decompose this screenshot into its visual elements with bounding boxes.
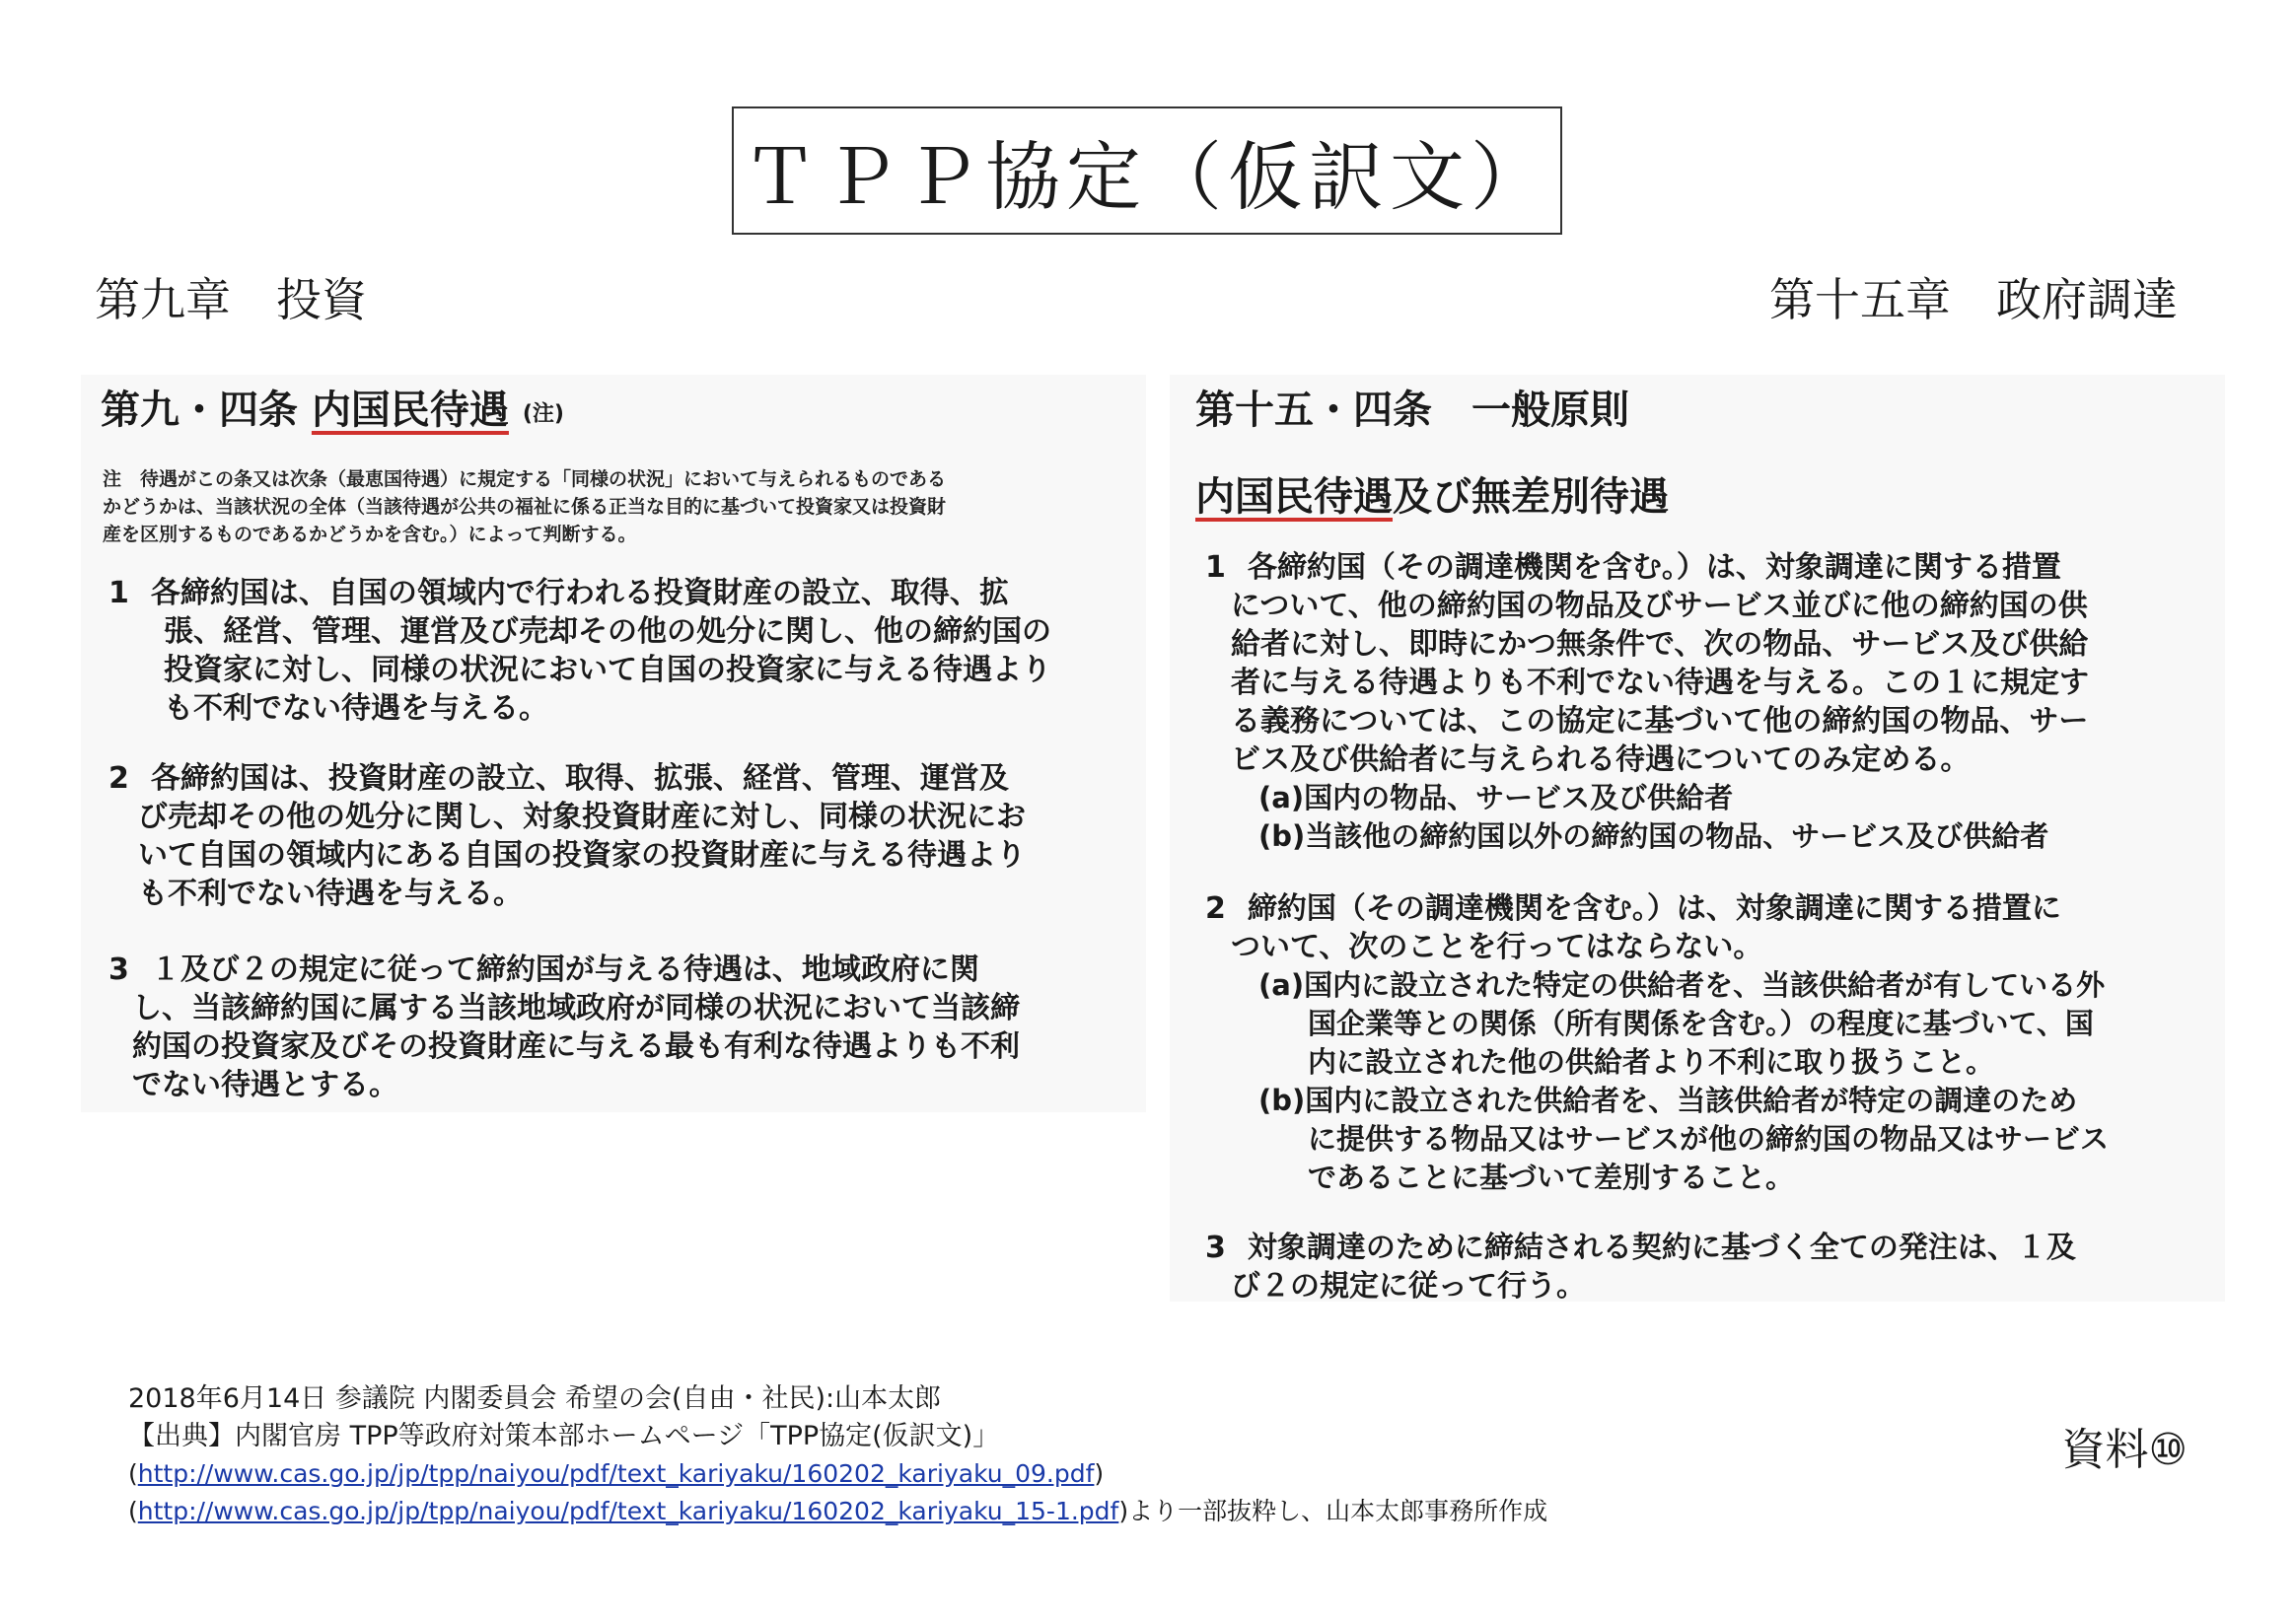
- note-line: かどうかは、当該状況の全体（当該待遇が公共の福祉に係る正当な目的に基づいて投資家又は投資財: [103, 496, 947, 518]
- paragraph-1: [108, 574, 1051, 728]
- source-footer: [128, 1380, 1547, 1530]
- paragraph-text: 各締約国は、投資財産の設立、取得、拡張、経営、管理、運営及: [150, 761, 1009, 796]
- paragraph-text: も不利でない待遇を与える。: [164, 691, 548, 726]
- article-subtitle: [1195, 465, 1669, 522]
- paragraph-2: [108, 759, 1026, 913]
- paragraph-text: し、当該締約国に属する当該地域政府が同様の状況において当該締: [132, 991, 1020, 1025]
- paragraph-number: 3: [1205, 1231, 1226, 1265]
- national-treatment-highlight: 内国民待遇: [1195, 474, 1393, 520]
- paren-close: ): [1118, 1497, 1129, 1525]
- article-title-prefix: 第九・四条: [101, 388, 312, 433]
- paragraph-3: [108, 951, 1020, 1104]
- list-item: (b)国内に設立された供給者を、当該供給者が特定の調達のため: [1258, 1084, 2078, 1117]
- paren-open: (: [128, 1459, 138, 1488]
- footer-url-line-1: [128, 1455, 1547, 1493]
- paragraph-text: 給者に対し、即時にかつ無条件で、次の物品、サービス及び供給: [1231, 627, 2089, 662]
- note-mark: (注): [522, 401, 564, 427]
- paragraph-text: び売却その他の処分に関し、対象投資財産に対し、同様の状況にお: [138, 800, 1026, 834]
- paragraph-1: [1205, 548, 2089, 856]
- paragraph-text: １及び２の規定に従って締約国が与える待遇は、地域政府に関: [150, 953, 979, 987]
- subtitle-rest: 及び無差別待遇: [1393, 474, 1669, 520]
- national-treatment-highlight: 内国民待遇: [311, 388, 509, 433]
- paragraph-text: ビス及び供給者に与えられる待遇についてのみ定める。: [1231, 742, 1971, 777]
- paragraph-text: び２の規定に従って行う。: [1231, 1269, 1586, 1304]
- paragraph-text: 投資家に対し、同様の状況において自国の投資家に与える待遇より: [164, 653, 1051, 687]
- paragraph-number: 1: [1205, 550, 1226, 585]
- paragraph-text: でない待遇とする。: [132, 1068, 398, 1102]
- paragraph-number: 2: [108, 761, 129, 796]
- paragraph-text: について、他の締約国の物品及びサービス並びに他の締約国の供: [1231, 589, 2088, 623]
- paragraph-text: 各締約国（その調達機関を含む。）は、対象調達に関する措置: [1247, 550, 2061, 585]
- investment-article-panel: [81, 375, 1146, 1112]
- footer-date-line: 2018年6月14日 参議院 内閣委員会 希望の会(自由・社民):山本太郎: [128, 1383, 942, 1414]
- source-link-chapter-9[interactable]: http://www.cas.go.jp/jp/tpp/naiyou/pdf/text_kariyaku/160202_kariyaku_09.pdf: [137, 1459, 1095, 1488]
- paragraph-text: る義務については、この協定に基づいて他の締約国の物品、サー: [1231, 704, 2089, 739]
- note-line: 産を区別するものであるかどうかを含む。）によって判断する。: [103, 524, 637, 545]
- material-label: 資料⑩: [2061, 1425, 2188, 1475]
- paragraph-text: も不利でない待遇を与える。: [138, 877, 523, 911]
- chapter-heading-investment: 第九章 投資: [95, 273, 367, 326]
- paragraph-text: 対象調達のために締結される契約に基づく全ての発注は、１及: [1247, 1231, 2076, 1265]
- paragraph-text: いて自国の領域内にある自国の投資家の投資財産に与える待遇より: [138, 838, 1026, 873]
- list-item-text: 国企業等との関係（所有関係を含む。）の程度に基づいて、国: [1308, 1007, 2094, 1040]
- paren-open: (: [128, 1497, 138, 1525]
- footer-url-line-2: [128, 1493, 1547, 1530]
- paragraph-text: 締約国（その調達機関を含む。）は、対象調達に関する措置に: [1247, 891, 2061, 926]
- page-title: ＴＰＰ協定（仮訳文）: [743, 132, 1551, 221]
- procurement-article-panel: [1170, 375, 2225, 1302]
- paragraph-number: 3: [108, 953, 129, 987]
- title-box: [732, 106, 1562, 235]
- paragraph-number: 1: [108, 576, 129, 610]
- list-item: (a)国内に設立された特定の供給者を、当該供給者が有している外: [1258, 968, 2106, 1002]
- footer-source-line: 【出典】内閣官房 TPP等政府対策本部ホームページ「TPP協定(仮訳文)」: [128, 1421, 1000, 1451]
- paragraph-text: 張、経営、管理、運営及び売却その他の処分に関し、他の締約国の: [164, 614, 1051, 649]
- list-item: (b)当該他の締約国以外の締約国の物品、サービス及び供給者: [1258, 819, 2049, 853]
- paragraph-2: [1205, 889, 2109, 1197]
- article-title-15-4: 第十五・四条 一般原則: [1195, 388, 1629, 433]
- paragraph-text: 各締約国は、自国の領域内で行われる投資財産の設立、取得、拡: [150, 576, 1009, 610]
- source-link-chapter-15[interactable]: http://www.cas.go.jp/jp/tpp/naiyou/pdf/text_kariyaku/160202_kariyaku_15-1.pdf: [137, 1497, 1119, 1525]
- list-item-text: に提供する物品又はサービスが他の締約国の物品又はサービス: [1308, 1122, 2110, 1156]
- paragraph-number: 2: [1205, 891, 1226, 926]
- footer-credit: より一部抜粋し、山本太郎事務所作成: [1128, 1497, 1548, 1525]
- chapter-heading-procurement: 第十五章 政府調達: [1769, 273, 2178, 326]
- paragraph-text: 者に与える待遇よりも不利でない待遇を与える。この１に規定す: [1231, 666, 2089, 700]
- article-note: [103, 465, 1128, 548]
- list-item: (a)国内の物品、サービス及び供給者: [1258, 781, 1734, 814]
- paragraph-text: 約国の投資家及びその投資財産に与える最も有利な待遇よりも不利: [132, 1029, 1020, 1064]
- paragraph-3: [1205, 1229, 2076, 1305]
- paragraph-text: ついて、次のことを行ってはならない。: [1231, 930, 1763, 964]
- note-line: 注 待遇がこの条又は次条（最恵国待遇）に規定する「同様の状況」において与えられるものである: [103, 468, 947, 490]
- article-title-9-4: [101, 379, 564, 435]
- list-item-text: であることに基づいて差別すること。: [1308, 1161, 1795, 1194]
- paren-close: ): [1094, 1459, 1105, 1488]
- list-item-text: 内に設立された他の供給者より不利に取り扱うこと。: [1308, 1045, 1995, 1079]
